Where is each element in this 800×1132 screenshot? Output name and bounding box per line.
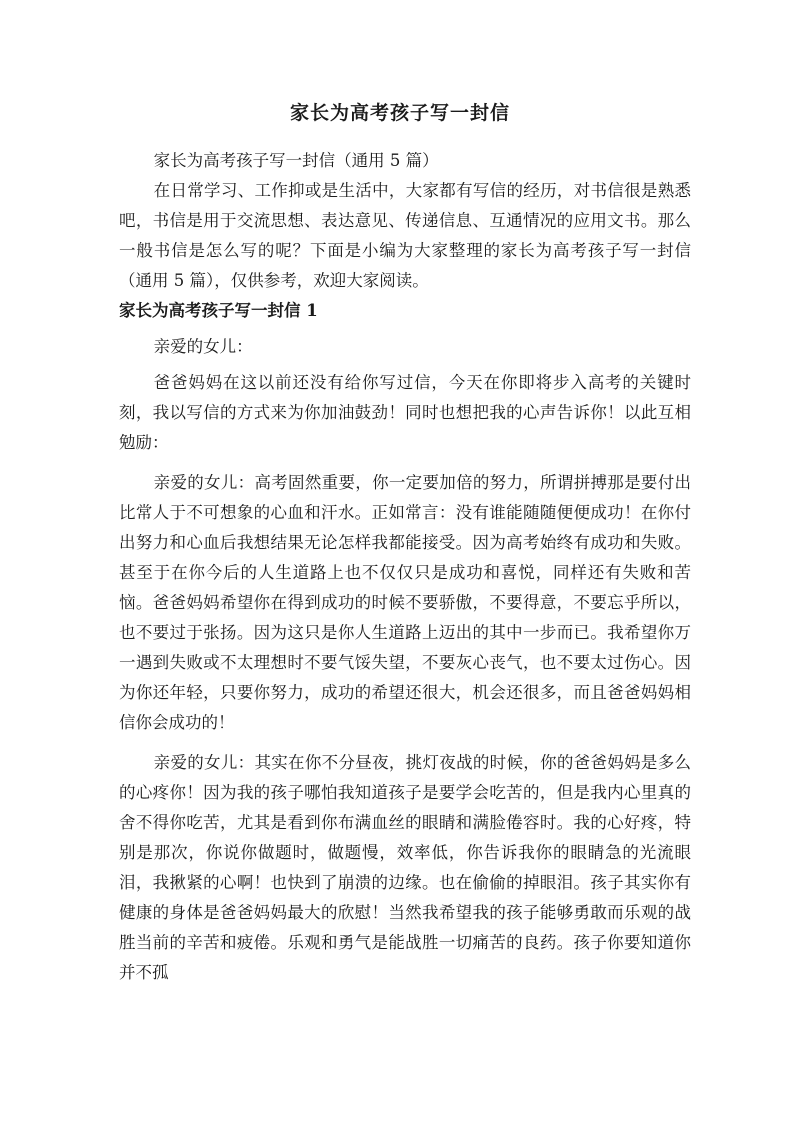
- document-title: 家长为高考孩子写一封信: [289, 102, 510, 124]
- document-body: [119, 146, 691, 988]
- salutation: 亲爱的女儿：: [153, 337, 253, 356]
- body-paragraph-3: 亲爱的女儿：其实在你不分昼夜，挑灯夜战的时候，你的爸爸妈妈是多么的心疼你！因为我的孩子哪怕我知道孩子是要学会吃苦的，但是我内心里真的舍不得你吃苦，尤其是看到你布满血丝的眼睛和满脸倦容时。我的心好疼，特别是那次，你说你做题时，做题慢，效率低，你告诉我你的眼睛急的光流眼泪，我揪紧的心啊！也快到了崩溃的边缘。也在偷偷的掉眼泪。孩子其实你有健康的身体是爸爸妈妈最大的欣慰！当然我希望我的孩子能够勇敢而乐观的战胜当前的辛苦和疲倦。乐观和勇气是能战胜一切痛苦的良药。孩子你要知道你并不孤: [119, 753, 691, 982]
- body-paragraph-1: 爸爸妈妈在这以前还没有给你写过信，今天在你即将步入高考的关键时刻，我以写信的方式来为你加油鼓劲！同时也想把我的心声告诉你！以此互相勉励：: [119, 373, 691, 452]
- section-heading: 家长为高考孩子写一封信 1: [119, 301, 318, 320]
- intro-paragraph: 在日常学习、工作抑或是生活中，大家都有写信的经历，对书信很是熟悉吧，书信是用于交流思想、表达意见、传递信息、互通情况的应用文书。那么一般书信是怎么写的呢？下面是小编为大家整理的家长为高考孩子写一封信（通用 5 篇），仅供参考，欢迎大家阅读。: [119, 181, 691, 290]
- document-subtitle: 家长为高考孩子写一封信（通用 5 篇）: [153, 151, 439, 170]
- body-paragraph-2: 亲爱的女儿：高考固然重要，你一定要加倍的努力，所谓拼搏那是要付出比常人于不可想象的心血和汗水。正如常言：没有谁能随随便便成功！在你付出努力和心血后我想结果无论怎样我都能接受。因为高考始终有成功和失败。甚至于在你今后的人生道路上也不仅仅只是成功和喜悦，同样还有失败和苦恼。爸爸妈妈希望你在得到成功的时候不要骄傲，不要得意，不要忘乎所以，也不要过于张扬。因为这只是你人生道路上迈出的其中一步而已。我希望你万一遇到失败或不太理想时不要气馁失望，不要灰心丧气，也不要太过伤心。因为你还年轻，只要你努力，成功的希望还很大，机会还很多，而且爸爸妈妈相信你会成功的！: [119, 473, 691, 732]
